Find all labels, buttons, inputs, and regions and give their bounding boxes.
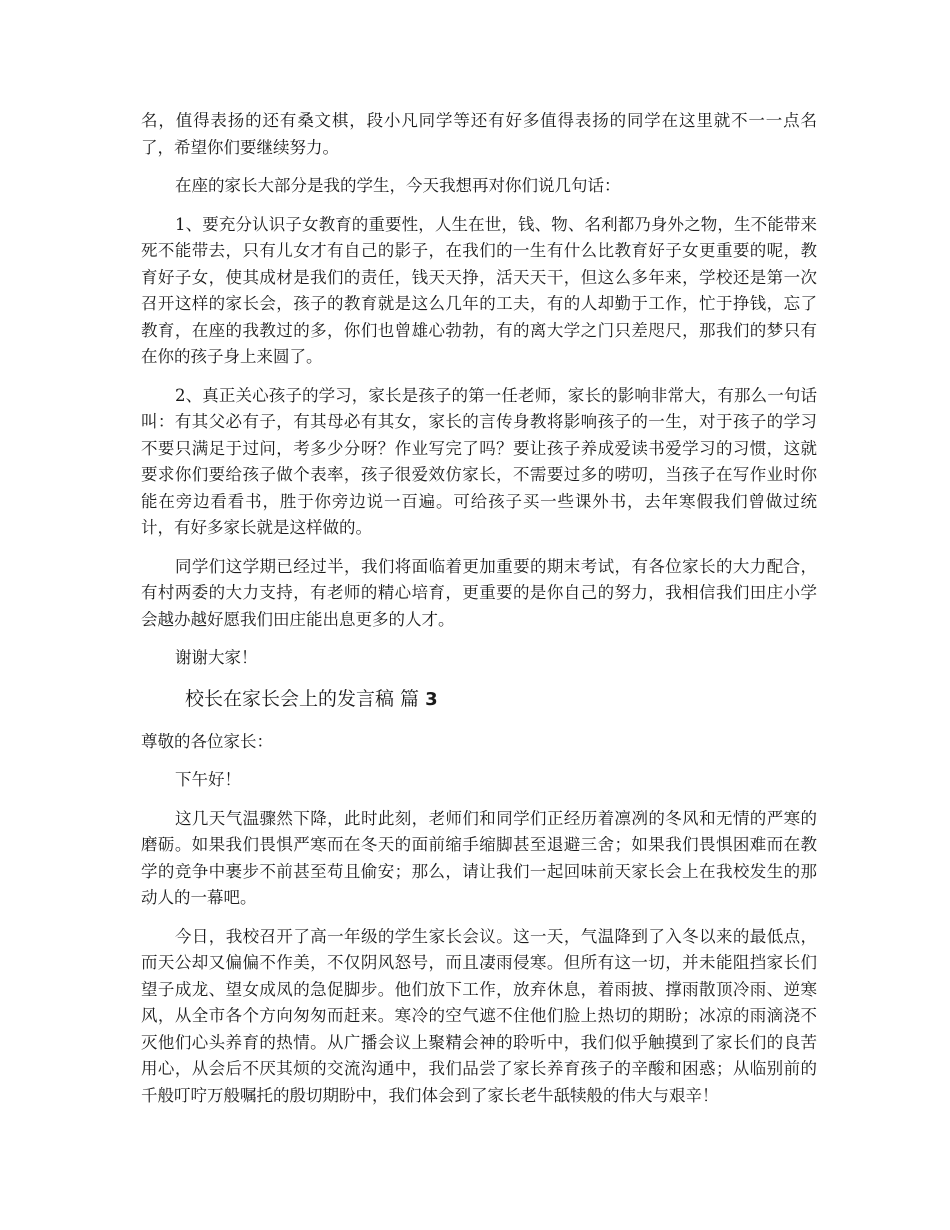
- greeting: 下午好！: [175, 770, 241, 789]
- paragraph: 这几天气温骤然下降，此时此刻，老师们和同学们正经历着凛冽的冬风和无情的严寒的磨砺。如果我们畏惧严寒而在冬天的面前缩手缩脚甚至退避三舍；如果我们畏惧困难而在教学的竞争中裹步不前甚至苟且偷安；那么，请让我们一起回味前天家长会上在我校发生的那动人的一幕吧。: [141, 808, 817, 907]
- section-heading-title: 校长在家长会上的发言稿 篇: [185, 687, 420, 710]
- paragraph-point-2: 2、真正关心孩子的学习，家长是孩子的第一任老师，家长的影响非常大，有那么一句话叫：有其父必有子，有其母必有其女，家长的言传身教将影响孩子的一生，对于孩子的学习不要只满足于过问，考多少分呀？作业写完了吗？要让孩子养成爱读书爱学习的习惯，这就要求你们要给孩子做个表率，孩子很爱效仿家长，不需要过多的唠叨，当孩子在写作业时你能在旁边看看书，胜于你旁边说一百遍。可给孩子买一些课外书，去年寒假我们曾做过统计，有好多家长就是这样做的。: [141, 385, 817, 537]
- section-heading: [141, 684, 817, 715]
- salutation: 尊敬的各位家长：: [141, 731, 273, 751]
- section-heading-number: 3: [425, 688, 438, 710]
- paragraph-point-1: 1、要充分认识子女教育的重要性，人生在世，钱、物、名利都乃身外之物，生不能带来死不能带去，只有儿女才有自己的影子，在我们的一生有什么比教育好子女更重要的呢，教育好子女，使其成材是我们的责任，钱天天挣，活天天干，但这么多年来，学校还是第一次召开这样的家长会，孩子的教育就是这么几年的工夫，有的人却勤于工作，忙于挣钱，忘了教育，在座的我教过的多，你们也曾雄心勃勃，有的离大学之门只差咫尺，那我们的梦只有在你的孩子身上来圆了。: [141, 214, 817, 366]
- paragraph: 在座的家长大部分是我的学生，今天我想再对你们说几句话：: [175, 176, 621, 195]
- paragraph: 今日，我校召开了高一年级的学生家长会议。这一天，气温降到了入冬以来的最低点，而天公却又偏偏不作美，不仅阴风怒号，而且凄雨侵寒。但所有这一切，并未能阻挡家长们望子成龙、望女成凤的急促脚步。他们放下工作，放弃休息，着雨披、撑雨散顶冷雨、逆寒风，从全市各个方向匆匆而赶来。寒冷的空气遮不住他们脸上热切的期盼；冰凉的雨滴浇不灭他们心头养育的热情。从广播会议上聚精会神的聆听中，我们似乎触摸到了家长们的良苦用心，从会后不厌其烦的交流沟通中，我们品尝了家长养育孩子的辛酸和困惑；从临别前的千般叮咛万般嘱托的殷切期盼中，我们体会到了家长老牛舐犊般的伟大与艰辛！: [141, 926, 817, 1105]
- paragraph: 名，值得表扬的还有桑文棋，段小凡同学等还有好多值得表扬的同学在这里就不一一点名了，希望你们要继续努力。: [141, 111, 817, 157]
- document-body: [141, 108, 817, 1121]
- paragraph: 同学们这学期已经过半，我们将面临着更加重要的期末考试，有各位家长的大力配合，有村两委的大力支持，有老师的精心培育，更重要的是你自己的努力，我相信我们田庄小学会越办越好愿我们田庄能出息更多的人才。: [141, 556, 817, 629]
- closing-thanks: 谢谢大家！: [175, 648, 258, 667]
